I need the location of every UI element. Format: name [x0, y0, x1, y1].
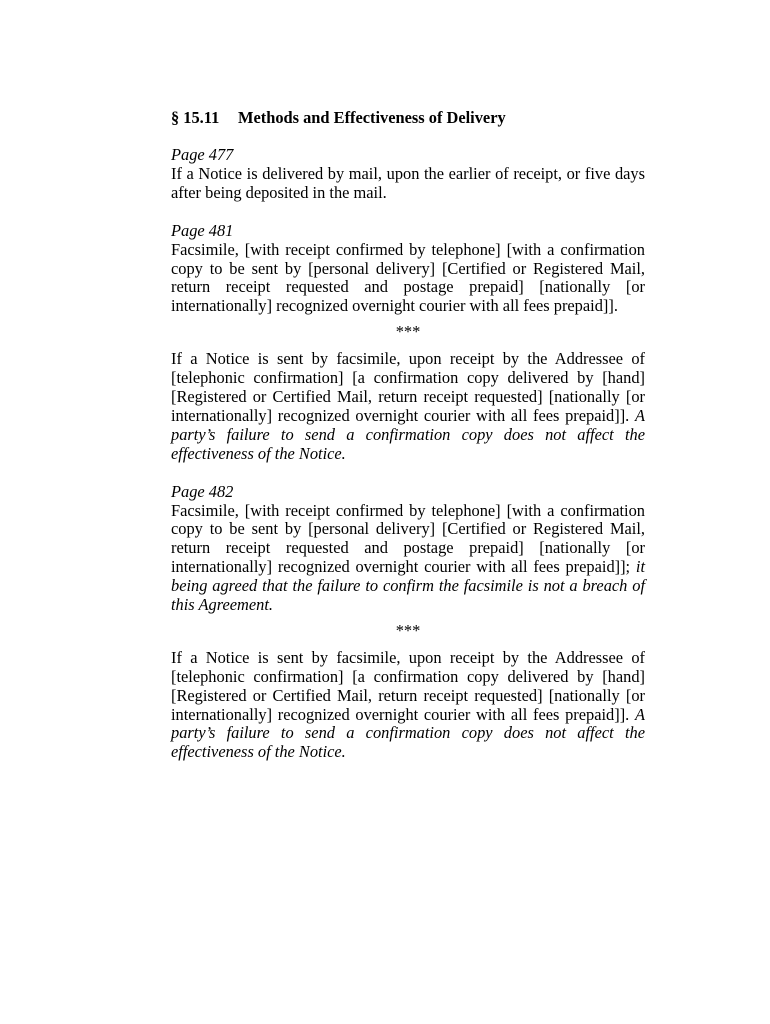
- effect-italic-482: A party’s failure to send a confirmation copy does not affect the effectiveness of the Notice.: [171, 704, 645, 762]
- paragraph-effect-481: [171, 350, 645, 463]
- section-number: § 15.11: [171, 108, 220, 127]
- page-label-482: Page 482: [171, 481, 234, 501]
- effect-text-481: If a Notice is sent by facsimile, upon receipt by the Addressee of [telephonic confirmation] [a confirmation copy delivered by [hand] [Registered or Certified Mail, return receipt requested] [nationally [or internationally] recognized overnight courier with all fees prepaid]].: [171, 349, 645, 425]
- spacer: [171, 203, 645, 222]
- section-title: Methods and Effectiveness of Delivery: [238, 108, 506, 127]
- separator-482: ***: [395, 620, 421, 640]
- section-heading: [171, 108, 645, 128]
- section-page-481: [171, 222, 645, 464]
- paragraph-effect-482: [171, 649, 645, 762]
- document-page: [171, 108, 645, 762]
- facsimile-italic-482: it being agreed that the failure to confirm the facsimile is not a breach of this Agreement.: [171, 557, 645, 615]
- page-label-481: Page 481: [171, 220, 234, 240]
- spacer: [171, 464, 645, 483]
- section-page-477: [171, 146, 645, 203]
- facsimile-text-482: Facsimile, [with receipt confirmed by telephone] [with a confirmation copy to be sent by [personal delivery] [Certified or Registered Mail, return receipt requested and postage prepaid] [nationally [or internationally] recognized overnight courier with all fees prepaid]];: [171, 500, 645, 577]
- separator-481: ***: [395, 322, 421, 342]
- effect-text-482: If a Notice is sent by facsimile, upon receipt by the Addressee of [telephonic confirmation] [a confirmation copy delivered by [hand] [Registered or Certified Mail, return receipt requested] [nationally [or internationally] recognized overnight courier with all fees prepaid]].: [171, 647, 645, 724]
- paragraph-mail-delivery: If a Notice is delivered by mail, upon the earlier of receipt, or five days after being deposited in the mail.: [171, 163, 645, 202]
- effect-italic-481: A party’s failure to send a confirmation copy does not affect the effectiveness of the Notice.: [171, 405, 645, 463]
- page-label-477: Page 477: [171, 145, 234, 164]
- paragraph-facsimile-481: Facsimile, [with receipt confirmed by telephone] [with a confirmation copy to be sent by [personal delivery] [Certified or Registered Mail, return receipt requested and postage prepaid] [nationally [or internationally] recognized overnight courier with all fees prepaid]].: [171, 239, 645, 316]
- paragraph-facsimile-482: [171, 502, 645, 615]
- section-page-482: [171, 483, 645, 763]
